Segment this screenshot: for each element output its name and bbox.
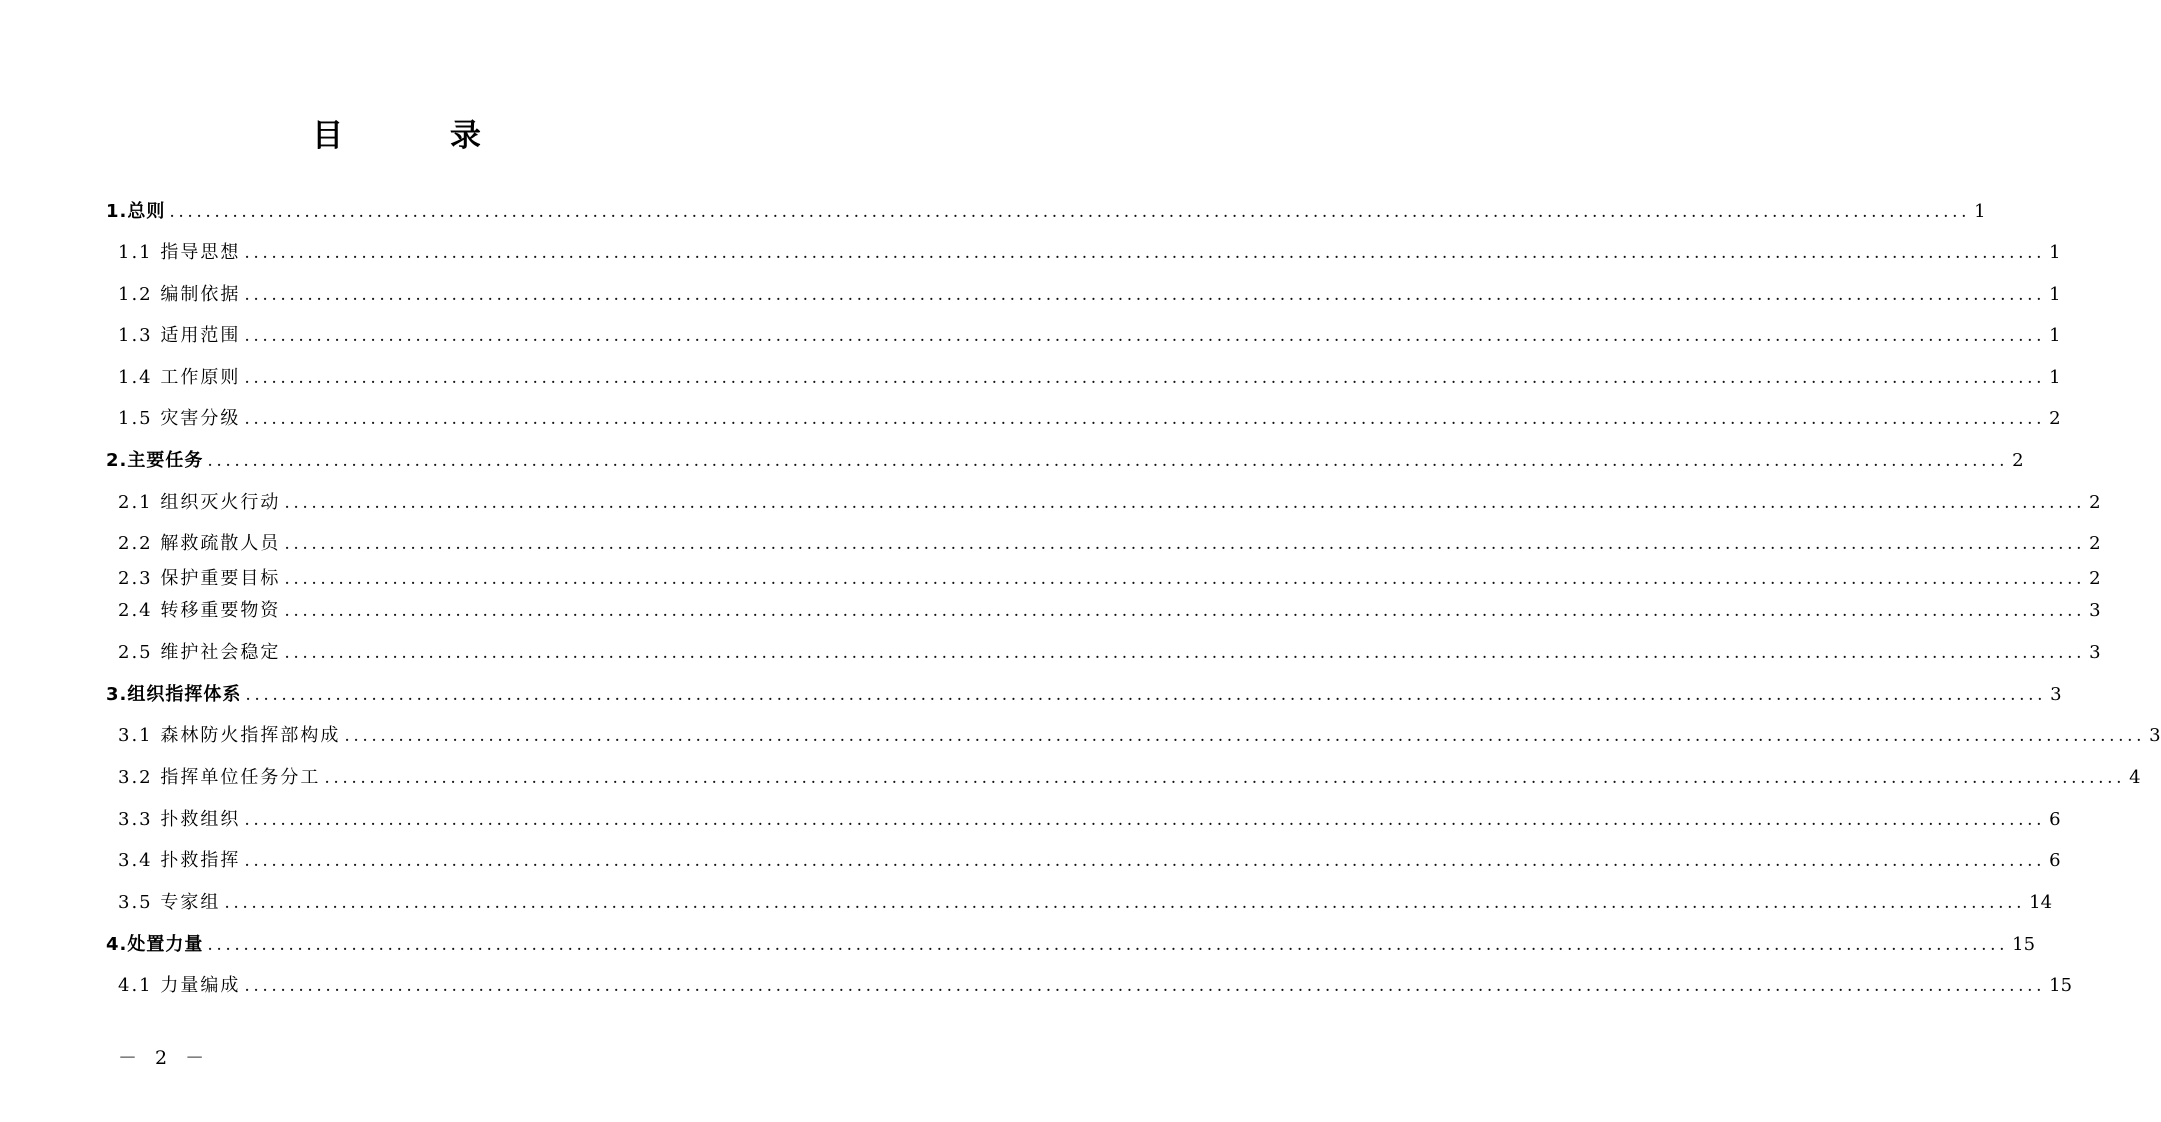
toc-leader-dots: ........................................................................................................................................................................................................ bbox=[284, 569, 2086, 589]
toc-entry-label: 1.1 指导思想 bbox=[118, 242, 241, 263]
toc-entry-label: 1.4 工作原则 bbox=[118, 367, 241, 388]
page-title: 目 录 bbox=[312, 118, 529, 154]
toc-entry-label: 2.5 维护社会稳定 bbox=[118, 642, 281, 663]
toc-entry[interactable] bbox=[118, 640, 2101, 666]
toc-entry-page: 15 bbox=[2049, 975, 2073, 996]
toc-entry-page: 1 bbox=[2049, 325, 2061, 346]
toc-entry[interactable] bbox=[106, 199, 1986, 225]
toc-entry-label: 3.5 专家组 bbox=[118, 892, 221, 913]
toc-leader-dots: ........................................................................................................................................................................................................ bbox=[207, 451, 2009, 471]
toc-leader-dots: ........................................................................................................................................................................................................ bbox=[244, 810, 2046, 830]
toc-entry[interactable] bbox=[118, 282, 2061, 308]
toc-entry-label: 2.1 组织灭火行动 bbox=[118, 492, 281, 513]
toc-leader-dots: ........................................................................................................................................................................................................ bbox=[244, 285, 2046, 305]
toc-entry-label: 2.3 保护重要目标 bbox=[118, 568, 281, 589]
toc-entry-page: 3 bbox=[2149, 725, 2161, 746]
toc-entry-page: 2 bbox=[2012, 450, 2024, 471]
toc-entry-page: 4 bbox=[2129, 767, 2141, 788]
toc-entry-page: 3 bbox=[2089, 642, 2101, 663]
toc-entry-label: 1.3 适用范围 bbox=[118, 325, 241, 346]
toc-leader-dots: ........................................................................................................................................................................................................ bbox=[244, 243, 2046, 263]
page-number: － 2 － bbox=[118, 1047, 211, 1069]
toc-entry[interactable] bbox=[106, 932, 2036, 958]
toc-entry-label: 3.2 指挥单位任务分工 bbox=[118, 767, 321, 788]
toc-entry-label: 2.主要任务 bbox=[106, 450, 204, 471]
toc-entry-page: 1 bbox=[1974, 201, 1986, 222]
toc-entry[interactable] bbox=[118, 807, 2061, 833]
toc-entry[interactable] bbox=[118, 323, 2061, 349]
toc-entry-page: 3 bbox=[2050, 684, 2062, 705]
toc-entry-page: 2 bbox=[2089, 492, 2101, 513]
toc-leader-dots: ........................................................................................................................................................................................................ bbox=[245, 685, 2047, 705]
toc-leader-dots: ........................................................................................................................................................................................................ bbox=[284, 643, 2086, 663]
toc-entry-page: 6 bbox=[2049, 850, 2061, 871]
toc-entry[interactable] bbox=[118, 531, 2101, 557]
toc-entry-page: 3 bbox=[2089, 600, 2101, 621]
toc-entry-label: 1.2 编制依据 bbox=[118, 284, 241, 305]
toc-entry-page: 1 bbox=[2049, 284, 2061, 305]
toc-entry[interactable] bbox=[118, 890, 2053, 916]
toc-entry[interactable] bbox=[118, 240, 2061, 266]
toc-entry-page: 6 bbox=[2049, 809, 2061, 830]
toc-entry-label: 3.1 森林防火指挥部构成 bbox=[118, 725, 341, 746]
toc-entry-label: 3.4 扑救指挥 bbox=[118, 850, 241, 871]
toc-leader-dots: ........................................................................................................................................................................................................ bbox=[284, 601, 2086, 621]
toc-entry[interactable] bbox=[118, 365, 2061, 391]
toc-entry-page: 2 bbox=[2089, 568, 2101, 589]
toc-entry-page: 2 bbox=[2049, 408, 2061, 429]
toc-entry[interactable] bbox=[118, 723, 2161, 749]
toc-entry[interactable] bbox=[118, 765, 2141, 791]
toc-entry[interactable] bbox=[118, 598, 2101, 624]
toc-entry-page: 2 bbox=[2089, 533, 2101, 554]
toc-leader-dots: ........................................................................................................................................................................................................ bbox=[207, 935, 2009, 955]
toc-entry-label: 1.5 灾害分级 bbox=[118, 408, 241, 429]
toc-entry-label: 3.组织指挥体系 bbox=[106, 684, 242, 705]
toc-entry-label: 2.4 转移重要物资 bbox=[118, 600, 281, 621]
toc-leader-dots: ........................................................................................................................................................................................................ bbox=[169, 202, 1971, 222]
toc-entry-page: 14 bbox=[2029, 892, 2053, 913]
toc-entry-label: 1.总则 bbox=[106, 201, 166, 222]
toc-leader-dots: ........................................................................................................................................................................................................ bbox=[324, 768, 2126, 788]
toc-leader-dots: ........................................................................................................................................................................................................ bbox=[244, 326, 2046, 346]
toc-entry[interactable] bbox=[106, 448, 2024, 474]
toc-entry[interactable] bbox=[118, 490, 2101, 516]
toc-leader-dots: ........................................................................................................................................................................................................ bbox=[344, 726, 2146, 746]
toc-entry[interactable] bbox=[118, 848, 2061, 874]
toc-leader-dots: ........................................................................................................................................................................................................ bbox=[284, 534, 2086, 554]
toc-leader-dots: ........................................................................................................................................................................................................ bbox=[244, 851, 2046, 871]
toc-entry-page: 1 bbox=[2049, 367, 2061, 388]
toc-leader-dots: ........................................................................................................................................................................................................ bbox=[244, 976, 2046, 996]
toc-entry[interactable] bbox=[118, 973, 2073, 999]
toc-leader-dots: ........................................................................................................................................................................................................ bbox=[224, 893, 2026, 913]
toc-entry[interactable] bbox=[106, 682, 2062, 708]
toc-entry-label: 4.处置力量 bbox=[106, 934, 204, 955]
toc-entry-page: 1 bbox=[2049, 242, 2061, 263]
toc-leader-dots: ........................................................................................................................................................................................................ bbox=[244, 368, 2046, 388]
toc-leader-dots: ........................................................................................................................................................................................................ bbox=[284, 493, 2086, 513]
toc-entry-label: 3.3 扑救组织 bbox=[118, 809, 241, 830]
toc-entry-label: 4.1 力量编成 bbox=[118, 975, 241, 996]
toc-entry[interactable] bbox=[118, 406, 2061, 432]
toc-entry-page: 15 bbox=[2012, 934, 2036, 955]
toc-entry[interactable] bbox=[118, 566, 2101, 592]
toc-leader-dots: ........................................................................................................................................................................................................ bbox=[244, 409, 2046, 429]
toc-entry-label: 2.2 解救疏散人员 bbox=[118, 533, 281, 554]
